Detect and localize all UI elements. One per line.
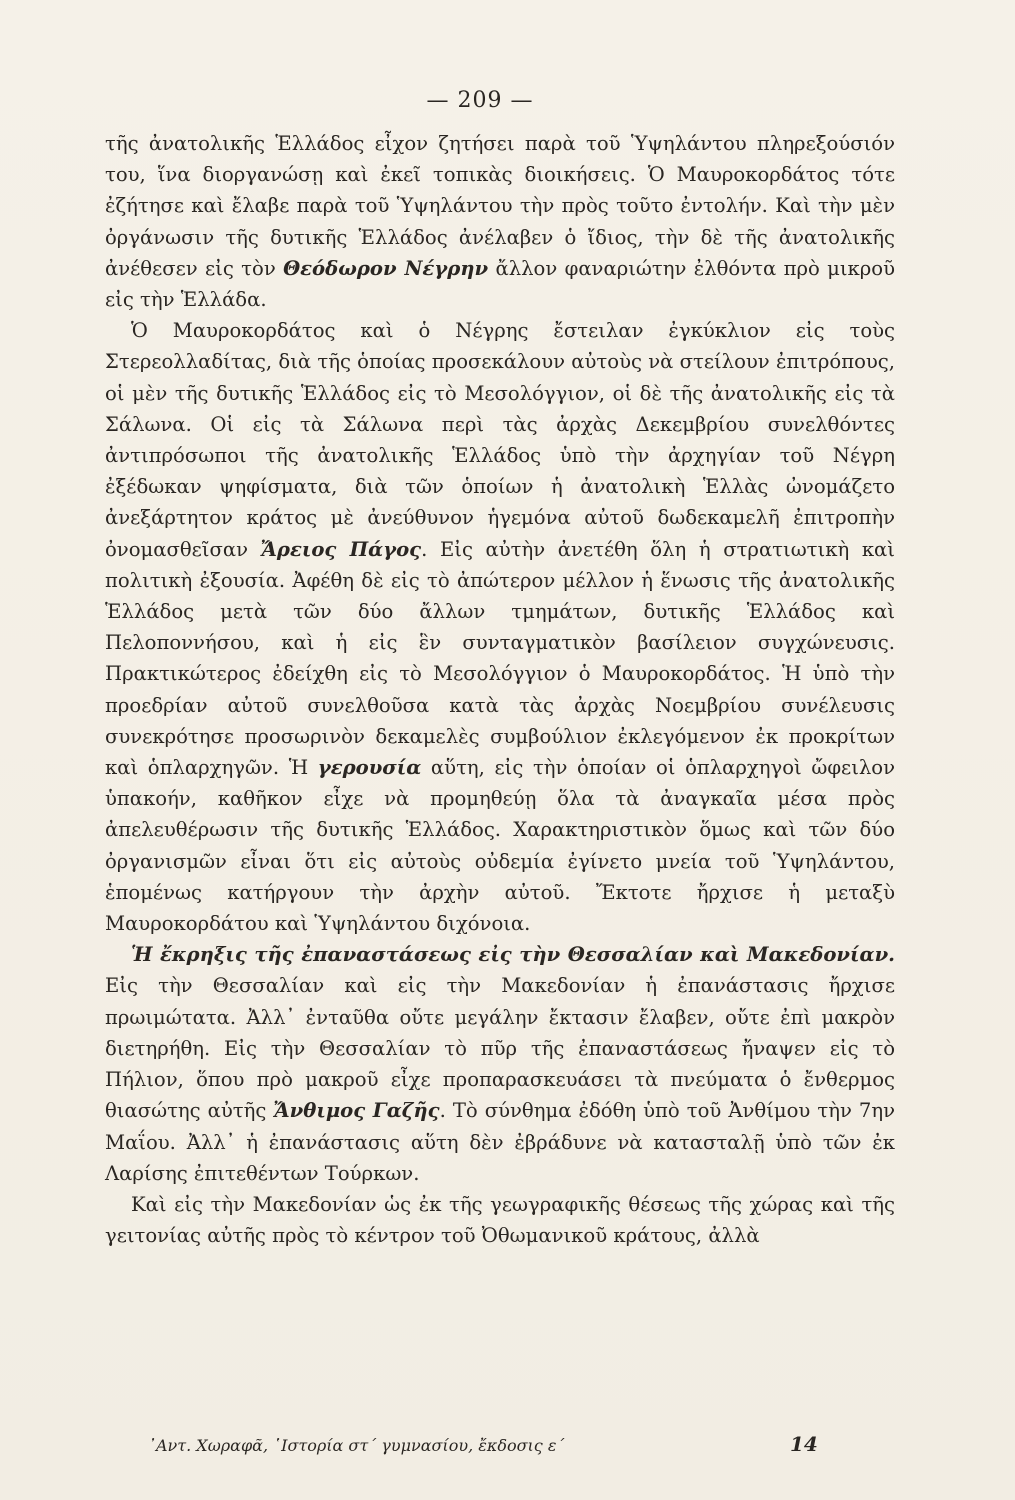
paragraph-4	[105, 1189, 895, 1251]
paragraph-3	[105, 939, 895, 1189]
paragraph-4-text: Καὶ εἰς τὴν Μακεδονίαν ὡς ἐκ τῆς γεωγραφικῆς θέσεως τῆς χώρας καὶ τῆς γειτονίας αὐτῆς πρὸς τὸ κέντρον τοῦ Ὀθωμανικοῦ κράτους, ἀλλὰ	[105, 1192, 895, 1248]
paragraph-2	[105, 315, 895, 939]
paragraph-2-text-a: Ὁ Μαυροκορδάτος καὶ ὁ Νέγρης ἔστειλαν ἐγκύκλιον εἰς τοὺς Στερεολλαδίτας, διὰ τῆς ὁποίας προσεκάλουν αὐτοὺς νὰ στείλουν ἐπιτρόπους, οἱ μὲν τῆς δυτικῆς Ἑλλάδος εἰς τὸ Μεσολόγγιον, οἱ δὲ τῆς ἀνατολικῆς εἰς τὰ Σάλωνα. Οἱ εἰς τὰ Σάλωνα περὶ τὰς ἀρχὰς Δεκεμβρίου συνελθόντες ἀντιπρόσωποι τῆς ἀνατολικῆς Ἑλλάδος ὑπὸ τὴν ἀρχηγίαν τοῦ Νέγρη ἐξέδωκαν ψηφίσματα, διὰ τῶν ὁποίων ἡ ἀνατολικὴ Ἑλλὰς ὠνομάζετο ἀνεξάρτητον κράτος μὲ ἀνεύθυνον ἡγεμόνα αὐτοῦ δωδεκαμελῆ ἐπιτροπὴν ὀνομασθεῖσαν	[105, 319, 895, 561]
paragraph-3-text-a: Εἰς τὴν Θεσσαλίαν καὶ εἰς τὴν Μακεδονίαν ἡ ἐπανάστασις ἤρχισε πρωιμώτατα. Ἀλλ᾽ ἐνταῦθα οὔτε μεγάλην ἔκτασιν ἔλαβεν, οὔτε ἐπὶ μακρὸν διετηρήθη. Εἰς τὴν Θεσσαλίαν τὸ πῦρ τῆς ἐπαναστάσεως ἤναψεν εἰς τὸ Πήλιον, ὅπου πρὸ μακροῦ εἶχε προπαρασκευάσει τὰ πνεύματα ὁ ἔνθερμος θιασώτης αὐτῆς	[105, 974, 895, 1123]
paragraph-2-text-b: . Εἰς αὐτὴν ἀνετέθη ὅλη ἡ στρατιωτικὴ καὶ πολιτικὴ ἐξουσία. Ἀφέθη δὲ εἰς τὸ ἀπώτερον μέλλον ἡ ἕνωσις τῆς ἀνατολικῆς Ἑλλάδος μετὰ τῶν δύο ἄλλων τμημάτων, δυτικῆς Ἑλλάδος καὶ Πελοποννήσου, καὶ ἡ εἰς ἓν συνταγματικὸν βασίλειον συγχώνευσις. Πρακτικώτερος ἐδείχθη εἰς τὸ Μεσολόγγιον ὁ Μαυροκορδάτος. Ἡ ὑπὸ τὴν προεδρίαν αὐτοῦ συνελθοῦσα κατὰ τὰς ἀρχὰς Νοεμβρίου συνέλευσις συνεκρότησε προσωρινὸν δεκαμελὲς συμβούλιον ἐκλεγόμενον ἐκ προκρίτων καὶ ὁπλαρχηγῶν. Ἡ	[105, 537, 895, 780]
term-areios-pagos: Ἄρειος Πάγος	[260, 537, 422, 561]
paragraph-1-text-a: τῆς ἀνατολικῆς Ἑλλάδος εἶχον ζητήσει παρὰ τοῦ Ὑψηλάντου πληρεξούσιόν του, ἵνα διοργανώσῃ καὶ ἐκεῖ τοπικὰς διοικήσεις. Ὁ Μαυροκορδάτος τότε ἐζήτησε καὶ ἔλαβε παρὰ τοῦ Ὑψηλάντου τὴν πρὸς τοῦτο ἐντολήν. Καὶ τὴν μὲν ὀργάνωσιν τῆς δυτικῆς Ἑλλάδος ἀνέλαβεν ὁ ἴδιος, τὴν δὲ τῆς ἀνατολικῆς ἀνέθεσεν εἰς τὸν	[105, 132, 895, 280]
printer-signature-mark: 14	[790, 1432, 818, 1456]
name-negris: Θεόδωρον Νέγρην	[283, 256, 489, 280]
paragraph-1	[105, 128, 895, 315]
body-text	[105, 128, 895, 1251]
term-gerousia: γερουσία	[317, 756, 422, 780]
footer-citation: ᾿Αντ. Χωραφᾶ, ῾Ιστορία στ΄ γυμνασίου, ἔκδοσις ε΄	[148, 1436, 565, 1455]
page-number: — 209 —	[426, 88, 534, 113]
name-anthimos-gazis: Ἄνθιμος Γαζῆς	[273, 1099, 440, 1123]
paragraph-2-text-c: αὕτη, εἰς τὴν ὁποίαν οἱ ὁπλαρχηγοὶ ὤφειλον ὑπακοήν, καθῆκον εἶχε νὰ προμηθεύῃ ὅλα τὰ ἀναγκαῖα μέσα πρὸς ἀπελευθέρωσιν τῆς δυτικῆς Ἑλλάδος. Χαρακτηριστικὸν ὅμως καὶ τῶν δύο ὀργανισμῶν εἶναι ὅτι εἰς αὐτοὺς οὐδεμία ἐγίνετο μνεία τοῦ Ὑψηλάντου, ἑπομένως κατήργουν τὴν ἀρχὴν αὐτοῦ. Ἔκτοτε ἤρχισε ἡ μεταξὺ Μαυροκορδάτου καὶ Ὑψηλάντου διχόνοια.	[105, 756, 895, 936]
section-heading: Ἡ ἔκρηξις τῆς ἐπαναστάσεως εἰς τὴν Θεσσαλίαν καὶ Μακεδονίαν.	[131, 943, 895, 967]
paragraph-1-text-b: ἄλλον φαναριώτην ἐλθόντα πρὸ μικροῦ εἰς τὴν Ἑλλάδα.	[105, 256, 895, 312]
paragraph-3-text-b: . Τὸ σύνθημα ἐδόθη ὑπὸ τοῦ Ἀνθίμου τὴν 7ην Μαΐου. Ἀλλ᾽ ἡ ἐπανάστασις αὕτη δὲν ἐβράδυνε νὰ κατασταλῇ ὑπὸ τῶν ἐκ Λαρίσης ἐπιτεθέντων Τούρκων.	[105, 1099, 896, 1185]
